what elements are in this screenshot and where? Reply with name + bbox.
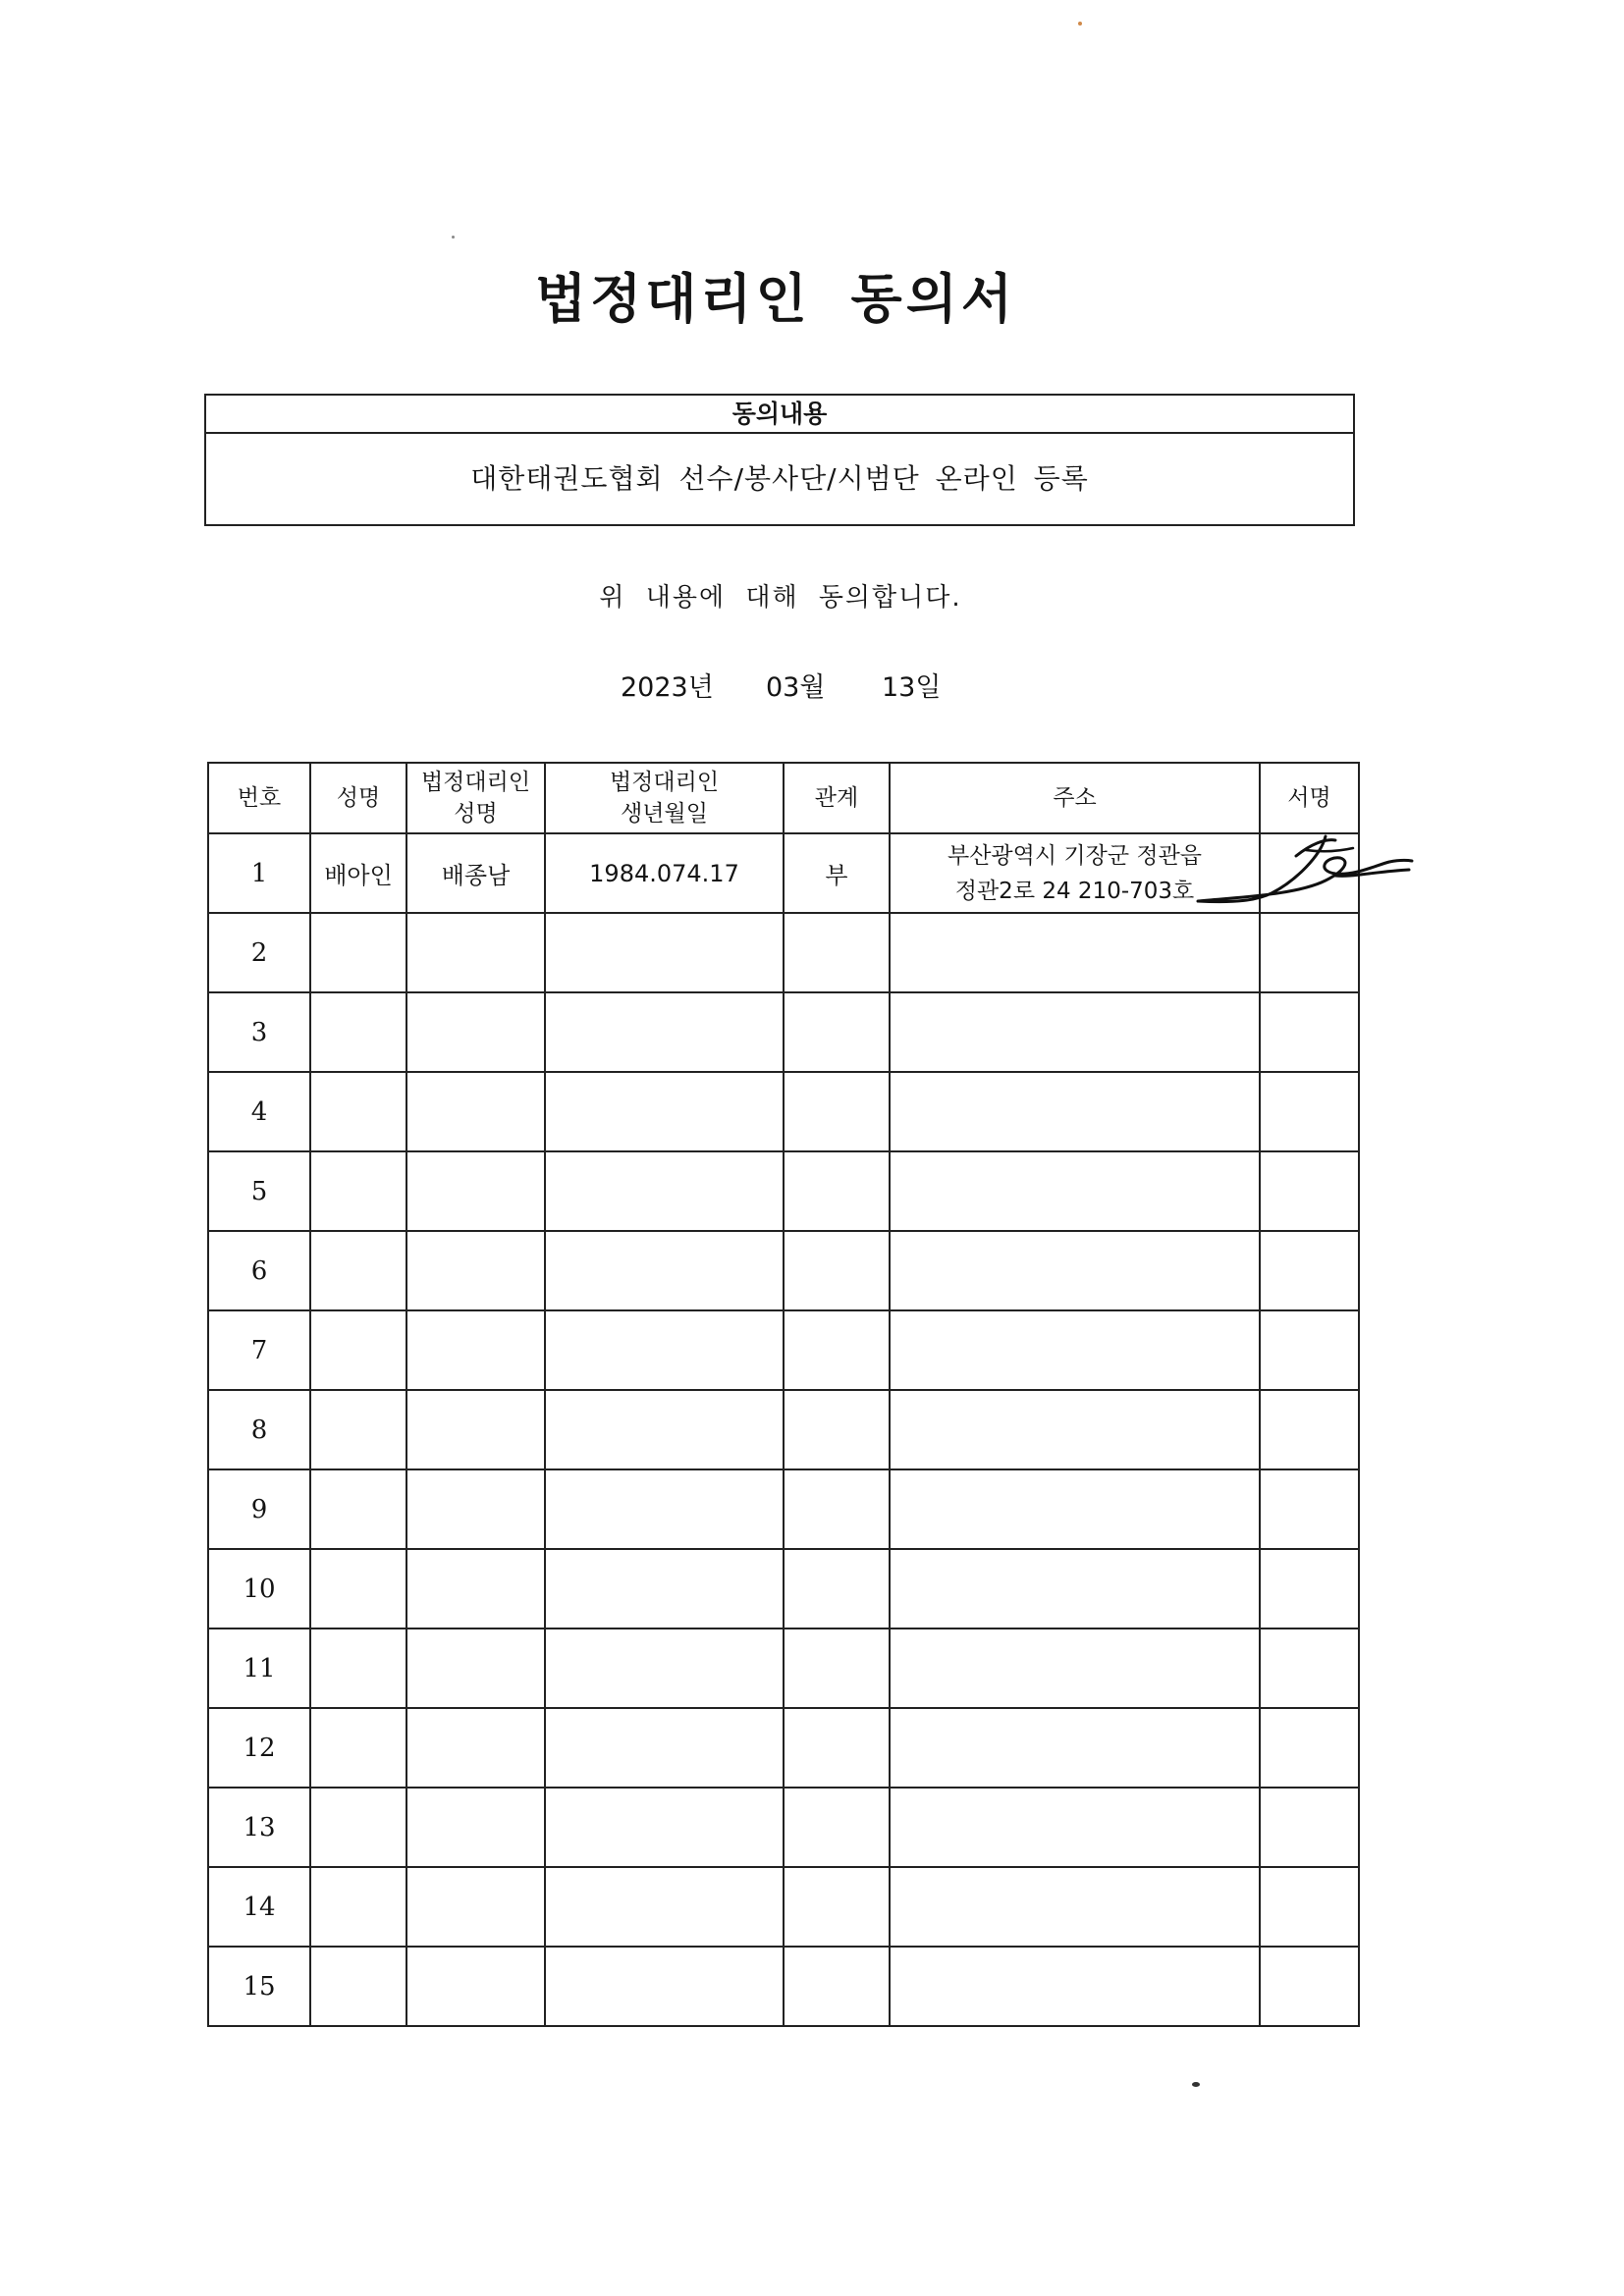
cell-address <box>890 1867 1260 1947</box>
cell-relation <box>784 1629 890 1708</box>
cell-address <box>890 913 1260 992</box>
cell-relation <box>784 1072 890 1151</box>
table-row <box>208 913 1359 992</box>
cell-relation <box>784 1708 890 1788</box>
cell-signature <box>1260 1072 1359 1151</box>
cell-address <box>890 1231 1260 1310</box>
table-row <box>208 1788 1359 1867</box>
cell-name <box>310 1867 406 1947</box>
cell-number: 4 <box>208 1072 310 1151</box>
header-relation: 관계 <box>784 763 890 833</box>
address-line1: 부산광역시 기장군 정관읍 <box>947 842 1203 869</box>
cell-guardian-name <box>406 1390 545 1469</box>
cell-address <box>890 1629 1260 1708</box>
scan-speck <box>1078 22 1082 26</box>
cell-signature <box>1260 1390 1359 1469</box>
scan-speck <box>452 236 455 239</box>
cell-signature <box>1260 1549 1359 1629</box>
table-row <box>208 1947 1359 2026</box>
cell-relation: 부 <box>784 833 890 913</box>
table-row <box>208 1867 1359 1947</box>
cell-name <box>310 1231 406 1310</box>
cell-relation <box>784 1549 890 1629</box>
table-row <box>208 1151 1359 1231</box>
header-guardian-name-line2: 성명 <box>454 801 498 827</box>
cell-address <box>890 1151 1260 1231</box>
cell-guardian-birth <box>545 1867 784 1947</box>
header-guardian-name <box>406 763 545 833</box>
cell-name <box>310 1708 406 1788</box>
cell-number: 13 <box>208 1788 310 1867</box>
table-row <box>208 1469 1359 1549</box>
cell-number: 15 <box>208 1947 310 2026</box>
table-header-row <box>208 763 1359 833</box>
cell-relation <box>784 1390 890 1469</box>
table-row <box>208 1310 1359 1390</box>
cell-name <box>310 1310 406 1390</box>
cell-name: 배아인 <box>310 833 406 913</box>
cell-address <box>890 1549 1260 1629</box>
cell-guardian-name <box>406 1549 545 1629</box>
date-day: 13일 <box>882 672 942 703</box>
registration-table <box>207 762 1360 2027</box>
date-year: 2023년 <box>621 672 714 703</box>
cell-signature <box>1260 1231 1359 1310</box>
header-signature: 서명 <box>1260 763 1359 833</box>
cell-guardian-name <box>406 1947 545 2026</box>
table-row <box>208 1231 1359 1310</box>
consent-box <box>204 394 1355 526</box>
table-row <box>208 1629 1359 1708</box>
cell-number: 14 <box>208 1867 310 1947</box>
cell-number: 5 <box>208 1151 310 1231</box>
cell-relation <box>784 1867 890 1947</box>
cell-signature <box>1260 1947 1359 2026</box>
cell-name <box>310 1549 406 1629</box>
cell-guardian-birth <box>545 913 784 992</box>
cell-guardian-name <box>406 1231 545 1310</box>
cell-address <box>890 992 1260 1072</box>
cell-guardian-name <box>406 1629 545 1708</box>
cell-name <box>310 1151 406 1231</box>
table-row <box>208 833 1359 913</box>
cell-number: 11 <box>208 1629 310 1708</box>
cell-relation <box>784 913 890 992</box>
cell-guardian-birth <box>545 1629 784 1708</box>
table-row <box>208 992 1359 1072</box>
address-line2: 정관2로 24 210-703호 <box>954 878 1195 904</box>
cell-number: 10 <box>208 1549 310 1629</box>
cell-number: 8 <box>208 1390 310 1469</box>
date-month: 03월 <box>766 672 826 703</box>
cell-number: 1 <box>208 833 310 913</box>
cell-guardian-birth <box>545 1788 784 1867</box>
cell-number: 7 <box>208 1310 310 1390</box>
cell-guardian-birth <box>545 992 784 1072</box>
header-guardian-name-line1: 법정대리인 <box>420 770 531 795</box>
cell-guardian-name: 배종남 <box>406 833 545 913</box>
cell-address <box>890 833 1260 913</box>
cell-guardian-name <box>406 1072 545 1151</box>
header-number: 번호 <box>208 763 310 833</box>
header-name: 성명 <box>310 763 406 833</box>
cell-guardian-name <box>406 1867 545 1947</box>
cell-signature <box>1260 1310 1359 1390</box>
cell-name <box>310 1072 406 1151</box>
cell-guardian-birth <box>545 1151 784 1231</box>
cell-address <box>890 1390 1260 1469</box>
cell-address <box>890 1708 1260 1788</box>
cell-guardian-birth <box>545 1708 784 1788</box>
cell-relation <box>784 1469 890 1549</box>
cell-guardian-birth <box>545 1310 784 1390</box>
cell-relation <box>784 992 890 1072</box>
cell-signature <box>1260 1629 1359 1708</box>
cell-guardian-name <box>406 992 545 1072</box>
cell-signature <box>1260 1151 1359 1231</box>
cell-number: 6 <box>208 1231 310 1310</box>
cell-guardian-birth <box>545 1549 784 1629</box>
cell-address <box>890 1310 1260 1390</box>
consent-content: 대한태권도협회 선수/봉사단/시범단 온라인 등록 <box>470 462 1089 495</box>
cell-address <box>890 1072 1260 1151</box>
cell-signature <box>1260 1788 1359 1867</box>
cell-guardian-birth <box>545 1390 784 1469</box>
cell-guardian-birth <box>545 1469 784 1549</box>
cell-guardian-name <box>406 1708 545 1788</box>
cell-number: 12 <box>208 1708 310 1788</box>
agreement-statement: 위 내용에 대해 동의합니다. <box>599 583 962 613</box>
cell-signature <box>1260 913 1359 992</box>
table-row <box>208 1390 1359 1469</box>
cell-name <box>310 1469 406 1549</box>
cell-guardian-birth <box>545 1231 784 1310</box>
cell-address <box>890 1469 1260 1549</box>
cell-guardian-birth <box>545 1072 784 1151</box>
table-row <box>208 1072 1359 1151</box>
scan-speck <box>1192 2082 1200 2087</box>
cell-relation <box>784 1947 890 2026</box>
cell-number: 3 <box>208 992 310 1072</box>
cell-number: 2 <box>208 913 310 992</box>
cell-name <box>310 1947 406 2026</box>
cell-name <box>310 1629 406 1708</box>
cell-number: 9 <box>208 1469 310 1549</box>
cell-relation <box>784 1310 890 1390</box>
cell-signature <box>1260 833 1359 913</box>
cell-name <box>310 1390 406 1469</box>
cell-guardian-name <box>406 913 545 992</box>
header-guardian-birth <box>545 763 784 833</box>
table-row <box>208 1549 1359 1629</box>
cell-guardian-name <box>406 1469 545 1549</box>
header-guardian-birth-line2: 생년월일 <box>621 801 708 827</box>
cell-guardian-name <box>406 1310 545 1390</box>
header-guardian-birth-line1: 법정대리인 <box>609 770 720 795</box>
cell-relation <box>784 1788 890 1867</box>
document-title: 법정대리인 동의서 <box>534 268 1017 330</box>
cell-signature <box>1260 1708 1359 1788</box>
cell-address <box>890 1947 1260 2026</box>
header-address: 주소 <box>890 763 1260 833</box>
cell-address <box>890 1788 1260 1867</box>
cell-signature <box>1260 1469 1359 1549</box>
cell-name <box>310 992 406 1072</box>
cell-name <box>310 1788 406 1867</box>
cell-relation <box>784 1151 890 1231</box>
cell-guardian-name <box>406 1151 545 1231</box>
cell-guardian-name <box>406 1788 545 1867</box>
cell-signature <box>1260 1867 1359 1947</box>
cell-guardian-birth <box>545 1947 784 2026</box>
cell-signature <box>1260 992 1359 1072</box>
cell-relation <box>784 1231 890 1310</box>
consent-header: 동의내용 <box>206 396 1353 434</box>
table-row <box>208 1708 1359 1788</box>
cell-name <box>310 913 406 992</box>
cell-guardian-birth: 1984.074.17 <box>545 833 784 913</box>
